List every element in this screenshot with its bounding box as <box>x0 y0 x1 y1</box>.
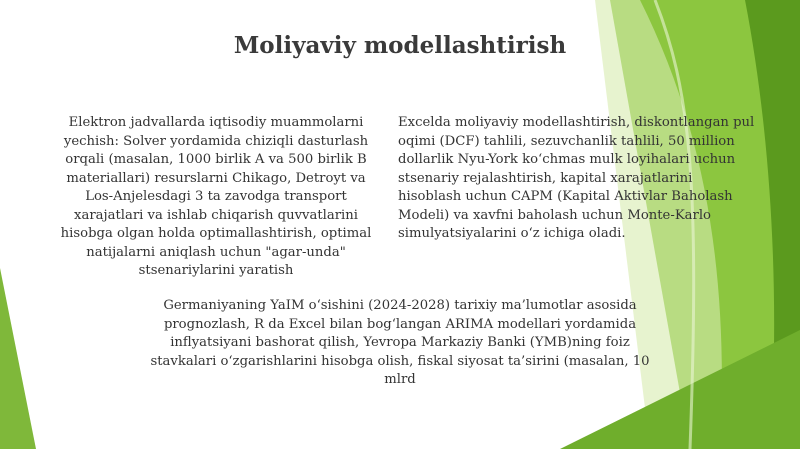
left-paragraph: Elektron jadvallarda iqtisodiy muammolarni yechish: Solver yordamida chiziqli dasturlash orqali (masalan, 1000 birlik A va 500 birlik B materiallari) resurslarni Chikago, Detroyt va Los-Anjelesdagi 3 ta zavodga transport xarajatlari va ishlab chiqarish quvvatlarini hisobga olgan holda optimallashtirish, optimal natijalarni aniqlash uchun "agar-unda" stsenariylarini yaratish <box>60 115 372 278</box>
bottom-paragraph: Germaniyaning YaIM o‘sishini (2024-2028) tarixiy ma’lumotlar asosida prognozlash, R da Excel bilan bog‘langan ARIMA modellari yordamida inflyatsiyani bashorat qilish, Yevropa Markaziy Banki (YMB)ning foiz stavkalari o‘zgarishlarini hisobga olish, fiskal siyosat ta’sirini (masalan, 10 mlrd <box>150 298 650 387</box>
left-corner-wedge <box>0 268 36 449</box>
right-paragraph: Excelda moliyaviy modellashtirish, diskontlangan pul oqimi (DCF) tahlili, sezuvchanlik tahlili, 50 million dollarlik Nyu-York ko‘chmas mulk loyihalari uchun stsenariy rejalashtirish, kapital xarajatlarini hisoblash uchun CAPM (Kapital Aktivlar Baholash Modeli) va xavfni baholash uchun Monte-Karlo simulyatsiyalarini o‘z ichiga oladi. <box>398 115 755 241</box>
slide-title: Moliyaviy modellashtirish <box>233 32 567 59</box>
